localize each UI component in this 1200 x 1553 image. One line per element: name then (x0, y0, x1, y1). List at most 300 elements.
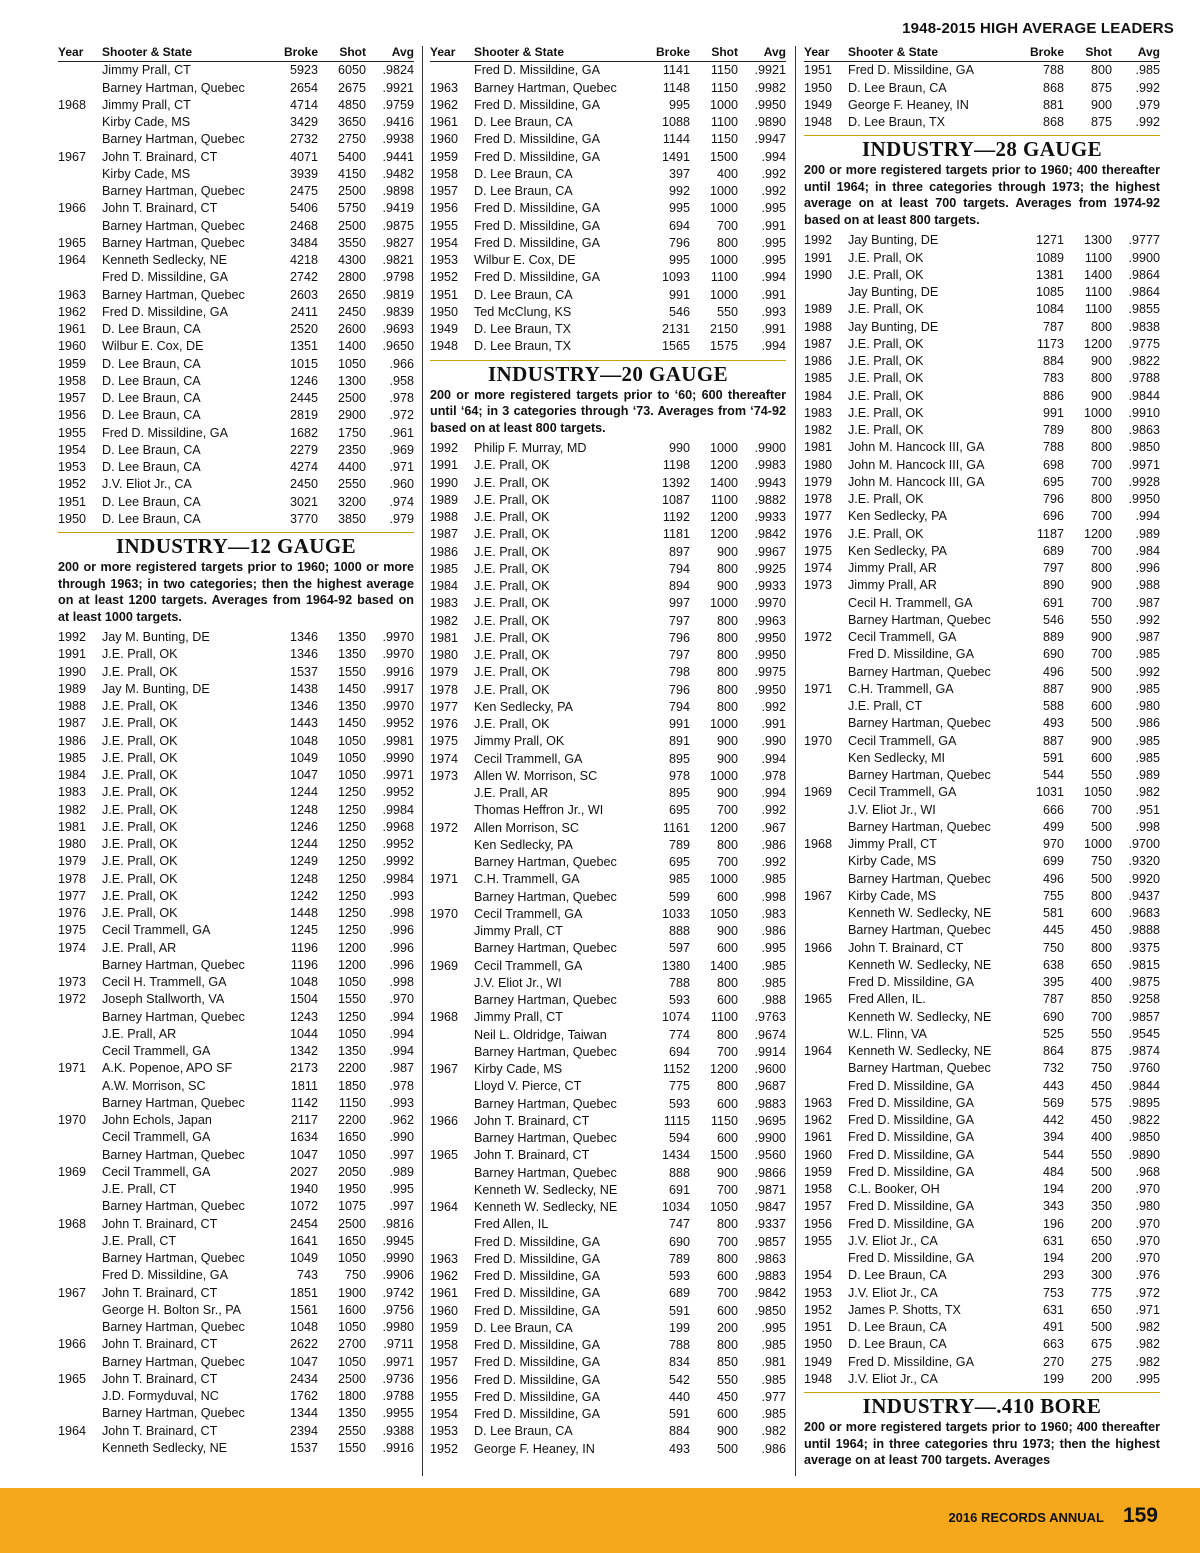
table-row (430, 820, 786, 837)
column-header-year: Year (804, 44, 848, 62)
shooter-cell: D. Lee Braun, CA (474, 1320, 573, 1335)
table-row (58, 321, 414, 338)
avg-cell: .9441 (382, 149, 414, 164)
table-row (430, 595, 786, 612)
shot-cell: 1650 (337, 1233, 366, 1248)
table-row (58, 304, 414, 321)
table-row (804, 1078, 1160, 1095)
avg-cell: .9864 (1128, 285, 1160, 299)
year-cell (430, 802, 474, 819)
broke-cell: 2279 (289, 442, 318, 457)
shooter-cell: Barney Hartman, Quebec (474, 941, 617, 956)
avg-cell: .982 (761, 1424, 786, 1439)
shot-cell: 800 (716, 613, 738, 628)
shooter-cell: Cecil Trammell, GA (474, 751, 583, 766)
shot-cell: 700 (1090, 647, 1112, 662)
table-row (430, 699, 786, 716)
shooter-cell: J.E. Prall, OK (848, 405, 924, 420)
table-row (430, 544, 786, 561)
avg-cell: .969 (389, 442, 414, 457)
year-cell: 1951 (430, 287, 459, 302)
year-cell (58, 114, 102, 131)
shot-cell: 875 (1090, 1044, 1112, 1058)
shooter-cell: D. Lee Braun, CA (102, 373, 201, 388)
shooter-cell: J.E. Prall, OK (102, 768, 178, 782)
avg-cell: .974 (389, 494, 414, 509)
table-row (804, 62, 1160, 80)
broke-cell: 689 (1042, 543, 1064, 558)
avg-cell: .9980 (382, 1320, 414, 1334)
shot-cell: 450 (716, 1389, 738, 1404)
broke-cell: 1161 (662, 820, 690, 835)
shot-cell: 1250 (337, 819, 366, 834)
avg-cell: .9950 (1128, 492, 1160, 506)
shot-cell: 200 (1090, 1251, 1112, 1265)
avg-cell: .992 (761, 166, 786, 181)
avg-cell: .994 (761, 149, 786, 164)
broke-cell: 1187 (1036, 526, 1064, 541)
shot-cell: 200 (716, 1320, 738, 1335)
broke-cell: 690 (1042, 647, 1064, 662)
table-row (804, 457, 1160, 474)
avg-cell: .962 (389, 1113, 414, 1127)
avg-cell: .9984 (382, 802, 414, 817)
avg-cell: .9320 (1128, 854, 1160, 869)
avg-cell: .9874 (1128, 1044, 1160, 1058)
shot-cell: 750 (1090, 1061, 1112, 1076)
page-header: 1948-2015 HIGH AVERAGE LEADERS (902, 20, 1174, 37)
avg-cell: .994 (1135, 509, 1160, 524)
avg-cell: .985 (1135, 681, 1160, 696)
table-row (804, 1164, 1160, 1181)
avg-cell: .9695 (754, 1113, 786, 1128)
shot-cell: 1350 (337, 1406, 366, 1421)
year-cell: 1962 (804, 1113, 833, 1127)
table-row (804, 336, 1160, 353)
shot-cell: 800 (716, 1217, 738, 1232)
avg-cell: .9981 (382, 733, 414, 748)
avg-cell: .9943 (754, 475, 786, 490)
table-row (58, 1095, 414, 1112)
year-cell: 1983 (58, 785, 87, 800)
shot-cell: 1150 (338, 1095, 366, 1110)
avg-cell: .9775 (1128, 336, 1160, 351)
column-header-shooter: Shooter & State (102, 44, 266, 62)
shot-cell: 1050 (337, 975, 366, 989)
shooter-cell: J.E. Prall, OK (474, 579, 550, 593)
broke-cell: 594 (668, 1131, 690, 1145)
year-cell: 1966 (58, 1337, 87, 1352)
shooter-cell: J.E. Prall, OK (474, 648, 550, 662)
shot-cell: 1800 (337, 1389, 366, 1403)
table-row (804, 836, 1160, 853)
shot-cell: 1000 (709, 717, 738, 731)
table-row (804, 1319, 1160, 1336)
shot-cell: 1050 (337, 1026, 366, 1041)
shooter-cell: Philip F. Murray, MD (474, 441, 587, 455)
year-cell (58, 1354, 102, 1371)
column-header-shot: Shot (1064, 44, 1112, 62)
table-row (58, 871, 414, 888)
shooter-cell: J.V. Eliot Jr., CA (848, 1233, 938, 1248)
shooter-cell: D. Lee Braun, CA (102, 494, 201, 509)
year-cell: 1960 (430, 132, 459, 147)
shooter-cell: Fred Allen, IL. (848, 992, 926, 1007)
broke-cell: 1351 (289, 339, 318, 354)
shooter-cell: Barney Hartman, Quebec (474, 855, 617, 869)
avg-cell: .9842 (754, 1286, 786, 1301)
broke-cell: 694 (668, 218, 690, 233)
avg-cell: .986 (761, 924, 786, 938)
broke-cell: 1142 (290, 1095, 318, 1110)
year-cell (58, 1302, 102, 1319)
broke-cell: 1085 (1035, 285, 1064, 299)
year-cell: 1955 (430, 1389, 459, 1404)
shot-cell: 1250 (337, 871, 366, 886)
year-cell: 1957 (430, 1355, 459, 1370)
avg-cell: .990 (761, 734, 786, 749)
avg-cell: .9955 (382, 1406, 414, 1421)
shot-cell: 2500 (337, 184, 366, 198)
broke-cell: 1048 (289, 733, 318, 748)
avg-cell: .982 (1135, 785, 1160, 800)
broke-cell: 796 (668, 682, 690, 697)
avg-cell: .998 (761, 889, 786, 904)
year-cell: 1957 (58, 391, 87, 405)
year-cell (804, 767, 848, 784)
year-cell: 1964 (58, 253, 87, 267)
year-cell: 1976 (430, 717, 459, 731)
shooter-cell: J.E. Prall, OK (102, 819, 178, 834)
avg-cell: .9855 (1128, 302, 1160, 317)
shooter-cell: Kirby Cade, MS (102, 115, 191, 129)
shooter-cell: Kirby Cade, MS (474, 1062, 563, 1076)
table-row (430, 1182, 786, 1199)
table-row (430, 1113, 786, 1130)
broke-cell: 732 (1042, 1061, 1064, 1076)
shooter-cell: D. Lee Braun, CA (848, 1337, 947, 1352)
year-cell: 1986 (804, 354, 833, 368)
broke-cell: 593 (668, 993, 690, 1007)
table-row (58, 1440, 414, 1457)
table-row (804, 1060, 1160, 1077)
broke-cell: 834 (668, 1355, 690, 1370)
table-row (58, 80, 414, 97)
shooter-cell: John T. Brainard, CT (102, 1216, 218, 1231)
avg-cell: .9970 (382, 647, 414, 662)
avg-cell: .985 (761, 1372, 786, 1387)
broke-cell: 868 (1042, 80, 1064, 95)
year-cell: 1975 (58, 923, 87, 938)
shot-cell: 700 (1090, 802, 1112, 817)
table-row (430, 561, 786, 578)
shooter-cell: D. Lee Braun, CA (102, 322, 201, 336)
broke-cell: 970 (1042, 837, 1064, 851)
shot-cell: 900 (716, 1165, 738, 1180)
shot-cell: 1450 (337, 681, 366, 696)
shooter-cell: J.E. Prall, OK (848, 526, 924, 541)
broke-cell: 1152 (662, 1062, 690, 1076)
year-cell: 1975 (804, 543, 833, 558)
shot-cell: 1500 (709, 149, 738, 164)
year-cell: 1968 (804, 837, 833, 851)
table-row (430, 785, 786, 802)
shot-cell: 275 (1090, 1354, 1112, 1369)
shooter-cell: J.E. Prall, OK (474, 510, 550, 524)
shooter-cell: Barney Hartman, Quebec (474, 80, 617, 95)
shooter-cell: Fred D. Missildine, GA (848, 1078, 974, 1093)
avg-cell: .992 (1135, 80, 1160, 95)
shooter-cell: John M. Hancock III, GA (848, 440, 985, 455)
broke-cell: 445 (1042, 923, 1064, 938)
broke-cell: 985 (668, 872, 690, 887)
shooter-cell: Kirby Cade, MS (848, 888, 937, 903)
shot-cell: 550 (716, 304, 738, 319)
shooter-cell: Cecil H. Trammell, GA (848, 595, 973, 610)
table-row (430, 131, 786, 148)
year-cell (804, 871, 848, 888)
avg-cell: .996 (389, 940, 414, 955)
year-cell (430, 785, 474, 802)
table-row (58, 1423, 414, 1440)
year-cell: 1971 (430, 872, 459, 887)
shooter-cell: Fred D. Missildine, GA (102, 425, 228, 440)
shot-cell: 1550 (337, 1440, 366, 1455)
shooter-cell: John T. Brainard, CT (102, 1371, 218, 1386)
table-row (58, 373, 414, 390)
avg-cell: .972 (1135, 1285, 1160, 1300)
table-row (430, 475, 786, 492)
broke-cell: 1344 (289, 1406, 318, 1421)
column-header-year: Year (58, 44, 102, 62)
avg-cell: .992 (1135, 664, 1160, 679)
avg-cell: .9700 (1128, 837, 1160, 851)
shot-cell: 1050 (337, 750, 366, 765)
shot-cell: 800 (1090, 440, 1112, 455)
shot-cell: 2500 (337, 1371, 366, 1386)
table-row (804, 370, 1160, 387)
shot-cell: 1250 (337, 785, 366, 800)
avg-cell: .9990 (382, 1251, 414, 1265)
shot-cell: 2500 (337, 1216, 366, 1231)
avg-cell: .9925 (754, 561, 786, 576)
shot-cell: 1650 (337, 1130, 366, 1145)
footer-label: 2016 RECORDS ANNUAL (948, 1510, 1104, 1525)
broke-cell: 695 (1042, 474, 1064, 489)
shooter-cell: C.H. Trammell, GA (474, 872, 580, 887)
table-row (430, 664, 786, 681)
year-cell: 1959 (804, 1164, 833, 1179)
shooter-cell: Fred D. Missildine, GA (474, 201, 600, 216)
table-row (58, 1250, 414, 1267)
year-cell: 1986 (58, 733, 87, 748)
broke-cell: 2622 (289, 1337, 318, 1352)
shooter-cell: Barney Hartman, Quebec (102, 132, 245, 147)
shooter-cell: Cecil H. Trammell, GA (102, 975, 227, 989)
shooter-cell: Kenneth W. Sedlecky, NE (848, 957, 992, 972)
avg-cell: .9416 (382, 115, 414, 129)
shooter-cell: Fred D. Missildine, GA (848, 1251, 974, 1265)
broke-cell: 3939 (289, 166, 318, 181)
year-cell: 1988 (804, 319, 833, 334)
year-cell: 1987 (58, 716, 87, 731)
table-row (804, 1129, 1160, 1146)
shooter-cell: Cecil Trammell, GA (474, 906, 583, 921)
table-row (58, 114, 414, 131)
shooter-cell: John T. Brainard, CT (474, 1148, 590, 1163)
table-row (804, 1371, 1160, 1388)
shooter-cell: Fred D. Missildine, GA (848, 1164, 974, 1179)
broke-cell: 884 (668, 1424, 690, 1439)
avg-cell: .9920 (1128, 871, 1160, 886)
year-cell (804, 1250, 848, 1267)
table-row (58, 1388, 414, 1405)
broke-cell: 696 (1042, 509, 1064, 524)
broke-cell: 864 (1042, 1044, 1064, 1058)
broke-cell: 995 (668, 253, 690, 267)
shot-cell: 2200 (337, 1061, 366, 1076)
broke-cell: 797 (668, 648, 690, 662)
broke-cell: 199 (1042, 1371, 1064, 1386)
avg-cell: .970 (1135, 1216, 1160, 1231)
year-cell: 1991 (430, 458, 459, 473)
broke-cell: 591 (1042, 750, 1064, 765)
table-row (804, 1026, 1160, 1043)
avg-cell: .9863 (754, 1251, 786, 1266)
avg-cell: .989 (1135, 768, 1160, 782)
broke-cell: 1491 (661, 149, 690, 164)
avg-cell: .9945 (382, 1233, 414, 1248)
table-row (58, 888, 414, 905)
broke-cell: 194 (1042, 1251, 1064, 1265)
year-cell: 1971 (58, 1061, 87, 1076)
table-row (430, 235, 786, 252)
shooter-cell: Barney Hartman, Quebec (474, 889, 617, 904)
table-row (430, 200, 786, 217)
table-row (804, 681, 1160, 698)
shooter-cell: John T. Brainard, CT (474, 1113, 590, 1128)
table-row (804, 1147, 1160, 1164)
table-row (430, 1441, 786, 1458)
shot-cell: 700 (1090, 474, 1112, 489)
shooter-cell: Lloyd V. Pierce, CT (474, 1079, 582, 1094)
avg-cell: .971 (389, 460, 414, 474)
avg-cell: .995 (761, 941, 786, 956)
year-cell (804, 664, 848, 681)
shot-cell: 800 (716, 235, 738, 250)
avg-cell: .983 (761, 906, 786, 921)
table-row (804, 1198, 1160, 1215)
broke-cell: 591 (668, 1407, 690, 1421)
shot-cell: 1950 (337, 1182, 366, 1196)
broke-cell: 894 (668, 579, 690, 593)
broke-cell: 1682 (289, 425, 318, 440)
table-row (430, 1285, 786, 1302)
broke-cell: 5923 (289, 63, 318, 78)
avg-cell: .9600 (754, 1062, 786, 1076)
table-row (430, 526, 786, 543)
broke-cell: 293 (1042, 1268, 1064, 1283)
year-cell: 1950 (58, 511, 87, 526)
shot-cell: 800 (1090, 319, 1112, 334)
shooter-cell: J.E. Prall, OK (102, 647, 178, 662)
table-row (804, 301, 1160, 318)
broke-cell: 3770 (289, 511, 318, 526)
broke-cell: 888 (668, 1165, 690, 1180)
table-row (58, 235, 414, 252)
broke-cell: 2603 (289, 287, 318, 302)
shooter-cell: Kenneth W. Sedlecky, NE (474, 1200, 618, 1214)
table-row (430, 1061, 786, 1078)
broke-cell: 783 (1042, 371, 1064, 386)
shot-cell: 1250 (337, 837, 366, 851)
broke-cell: 1940 (289, 1182, 318, 1196)
table-row (58, 1336, 414, 1353)
year-cell (804, 802, 848, 819)
avg-cell: .985 (1135, 647, 1160, 662)
avg-cell: .978 (389, 1078, 414, 1093)
broke-cell: 1198 (662, 458, 690, 473)
shooter-cell: Ken Sedlecky, PA (848, 509, 947, 524)
shooter-cell: Barney Hartman, Quebec (102, 957, 245, 972)
shot-cell: 700 (716, 1286, 738, 1301)
year-cell: 1990 (804, 267, 833, 282)
table-row (430, 183, 786, 200)
shooter-cell: Ken Sedlecky, PA (848, 543, 947, 558)
avg-cell: .987 (389, 1061, 414, 1076)
year-cell (58, 80, 102, 97)
avg-cell: .9258 (1128, 992, 1160, 1007)
table-row (804, 664, 1160, 681)
avg-cell: .9890 (754, 115, 786, 129)
broke-cell: 1072 (289, 1199, 318, 1214)
broke-cell: 891 (668, 734, 690, 749)
shooter-cell: Cecil Trammell, GA (102, 1044, 211, 1058)
year-cell (58, 1009, 102, 1026)
shooter-cell: Kirby Cade, MS (102, 166, 191, 181)
year-cell: 1965 (58, 235, 87, 250)
broke-cell: 343 (1042, 1199, 1064, 1214)
shot-cell: 1050 (709, 1200, 738, 1214)
avg-cell: .982 (1135, 1320, 1160, 1334)
shooter-cell: D. Lee Braun, CA (102, 391, 201, 405)
avg-cell: .9819 (382, 287, 414, 302)
table-row (804, 957, 1160, 974)
section-note: 200 or more registered targets prior to 1960; 1000 or more through 1963; in two categories; then the highest average on at least 1200 targets. Averages from 1964-92 based on at least 1000 targets. (58, 560, 414, 624)
table-row (58, 922, 414, 939)
shooter-cell: Barney Hartman, Quebec (102, 1251, 245, 1265)
shot-cell: 900 (716, 786, 738, 800)
shooter-cell: A.W. Morrison, SC (102, 1078, 206, 1093)
broke-cell: 3484 (289, 235, 318, 250)
shot-cell: 1100 (710, 492, 738, 507)
year-cell: 1959 (430, 149, 459, 164)
column-header-avg: Avg (738, 44, 786, 62)
avg-cell: .998 (389, 975, 414, 989)
shot-cell: 500 (1090, 1320, 1112, 1334)
table-row (430, 682, 786, 699)
shot-cell: 550 (716, 1372, 738, 1387)
table-row (58, 1302, 414, 1319)
footer-bar (0, 1488, 1200, 1553)
table-row (804, 715, 1160, 732)
avg-cell: .971 (1135, 1302, 1160, 1317)
shooter-cell: Fred D. Missildine, GA (848, 1354, 974, 1369)
broke-cell: 3021 (289, 494, 318, 509)
shooter-cell: John T. Brainard, CT (848, 940, 964, 955)
broke-cell: 1434 (661, 1148, 690, 1163)
year-cell: 1970 (430, 906, 459, 921)
